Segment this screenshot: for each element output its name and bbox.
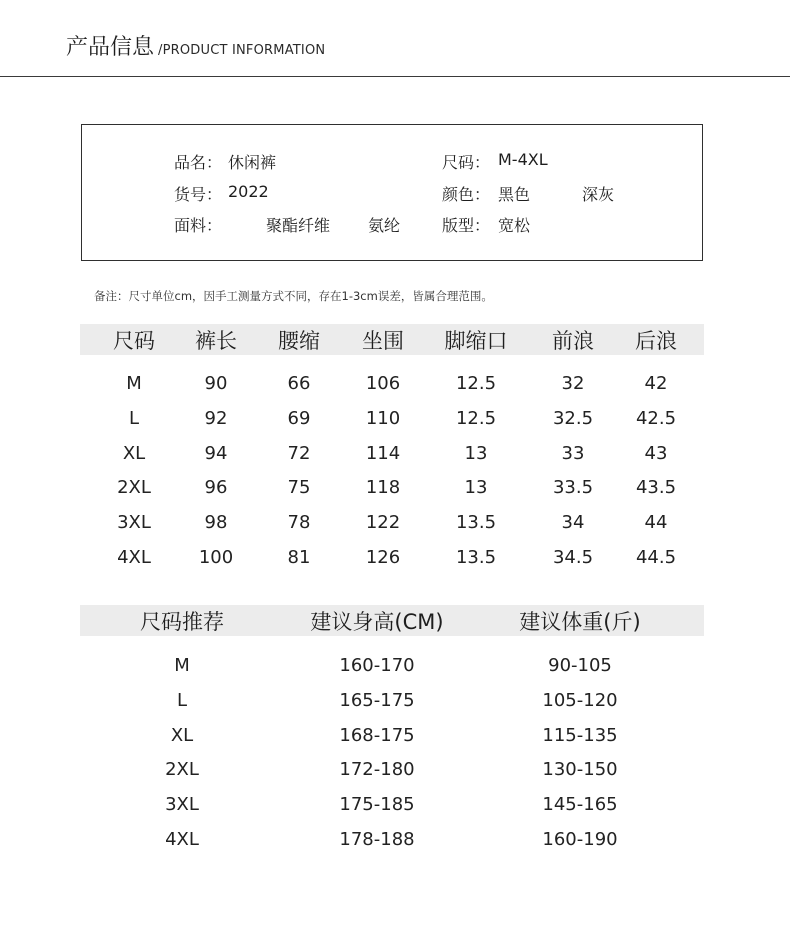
info-row-fabric-fit xyxy=(82,213,702,237)
recommend-table-cell: 130-150 xyxy=(542,759,618,781)
header-divider xyxy=(0,76,790,77)
size-table-cell: 42.5 xyxy=(635,407,677,429)
size-table-cell: 66 xyxy=(287,373,311,394)
size-table-cell: 75 xyxy=(287,477,311,499)
recommend-table-cell: 105-120 xyxy=(542,689,618,711)
name-value: 休闲裤 xyxy=(228,153,277,172)
size-table-cell: 3XL xyxy=(117,512,151,534)
recommend-table-cell: 165-175 xyxy=(339,689,415,711)
color-value-1: 黑色 xyxy=(498,185,531,204)
recommend-table-cell: 178-188 xyxy=(339,829,415,850)
measurement-note: 备注：尺寸单位cm，因手工测量方式不同，存在1-3cm误差，皆属合理范围。 xyxy=(94,289,493,303)
recommend-table-cell: L xyxy=(176,689,188,711)
name-label: 品名： xyxy=(174,153,223,172)
code-value: 2022 xyxy=(228,182,269,201)
recommend-table-cell: 90-105 xyxy=(548,655,612,676)
size-table-cell: 114 xyxy=(365,442,401,464)
size-table-cell: 44 xyxy=(644,512,668,534)
size-table-cell: 2XL xyxy=(117,477,151,499)
info-row-code-color xyxy=(82,182,702,206)
size-header-size: 尺码 xyxy=(113,329,155,353)
size-table-cell: 13.5 xyxy=(455,547,497,568)
size-table-cell: 13 xyxy=(464,442,488,464)
size-header-back-rise: 后浪 xyxy=(635,329,677,353)
size-table-cell: 126 xyxy=(365,547,401,568)
size-table-cell: 122 xyxy=(365,512,401,534)
color-value-2: 深灰 xyxy=(582,185,615,204)
recommend-table-cell: 4XL xyxy=(165,829,199,850)
fabric-label: 面料： xyxy=(174,216,223,235)
size-table-cell: 12.5 xyxy=(455,373,497,394)
recommend-table-cell: 172-180 xyxy=(339,759,415,781)
page-subtitle: /PRODUCT INFORMATION xyxy=(158,43,326,58)
recommend-table-cell: 168-175 xyxy=(339,724,415,746)
size-table-cell: L xyxy=(128,407,140,429)
recommend-table-cell: 2XL xyxy=(165,759,199,781)
size-table-cell: 34 xyxy=(561,512,585,534)
size-table-cell: 43 xyxy=(644,442,668,464)
recommend-table-cell: 115-135 xyxy=(542,724,618,746)
size-table-cell: 110 xyxy=(365,407,401,429)
recommend-table-cell: XL xyxy=(170,724,194,746)
fit-label: 版型： xyxy=(442,216,491,235)
size-table-cell: 44.5 xyxy=(635,547,677,568)
size-table-cell: 42 xyxy=(644,373,668,394)
size-header-front-rise: 前浪 xyxy=(552,329,594,353)
size-label: 尺码： xyxy=(442,153,491,172)
recommend-header-weight: 建议体重(斤) xyxy=(519,610,641,634)
recommend-table-header xyxy=(80,605,704,636)
size-header-length: 裤长 xyxy=(195,329,237,353)
recommend-table-cell: 3XL xyxy=(165,794,199,816)
size-table-cell: 32 xyxy=(561,373,585,394)
recommend-table-cell: M xyxy=(174,655,190,676)
recommend-table-cell: 160-170 xyxy=(339,655,415,676)
page-header xyxy=(66,30,325,61)
size-table-header xyxy=(80,324,704,355)
size-table-cell: 4XL xyxy=(117,547,151,568)
fit-value: 宽松 xyxy=(498,216,531,235)
info-row-name-size xyxy=(82,150,702,174)
page-title: 产品信息 xyxy=(66,35,155,60)
size-table-cell: 13 xyxy=(464,477,488,499)
size-header-hip: 坐围 xyxy=(362,329,404,353)
recommend-table-cell: 145-165 xyxy=(542,794,618,816)
size-table-cell: 98 xyxy=(204,512,228,534)
size-table-cell: 90 xyxy=(204,373,228,394)
fabric-value-1: 聚酯纤维 xyxy=(266,216,331,235)
size-table-cell: 32.5 xyxy=(552,407,594,429)
size-value: M-4XL xyxy=(498,150,548,169)
size-header-hem: 脚缩口 xyxy=(444,329,508,353)
size-table-cell: 118 xyxy=(365,477,401,499)
recommend-table-cell: 175-185 xyxy=(339,794,415,816)
color-label: 颜色： xyxy=(442,185,491,204)
size-table-cell: 12.5 xyxy=(455,407,497,429)
recommend-header-height: 建议身高(CM) xyxy=(310,610,444,634)
size-table-cell: 34.5 xyxy=(552,547,594,568)
size-table-cell: 106 xyxy=(365,373,401,394)
recommend-table-cell: 160-190 xyxy=(542,829,618,850)
size-table-cell: 100 xyxy=(198,547,234,568)
size-table-cell: 33.5 xyxy=(552,477,594,499)
product-info-box xyxy=(81,124,703,261)
size-table-cell: 69 xyxy=(287,407,311,429)
size-table-cell: 81 xyxy=(287,547,311,568)
fabric-value-2: 氨纶 xyxy=(368,216,401,235)
size-table-cell: M xyxy=(126,373,142,394)
size-header-waist: 腰缩 xyxy=(278,329,320,353)
size-table-cell: XL xyxy=(122,442,146,464)
size-table-cell: 13.5 xyxy=(455,512,497,534)
size-table-cell: 96 xyxy=(204,477,228,499)
size-table-cell: 33 xyxy=(561,442,585,464)
code-label: 货号： xyxy=(174,185,223,204)
size-table-cell: 72 xyxy=(287,442,311,464)
recommend-header-size: 尺码推荐 xyxy=(140,610,224,634)
size-table-cell: 92 xyxy=(204,407,228,429)
size-table-cell: 94 xyxy=(204,442,228,464)
size-table-cell: 43.5 xyxy=(635,477,677,499)
size-table-cell: 78 xyxy=(287,512,311,534)
